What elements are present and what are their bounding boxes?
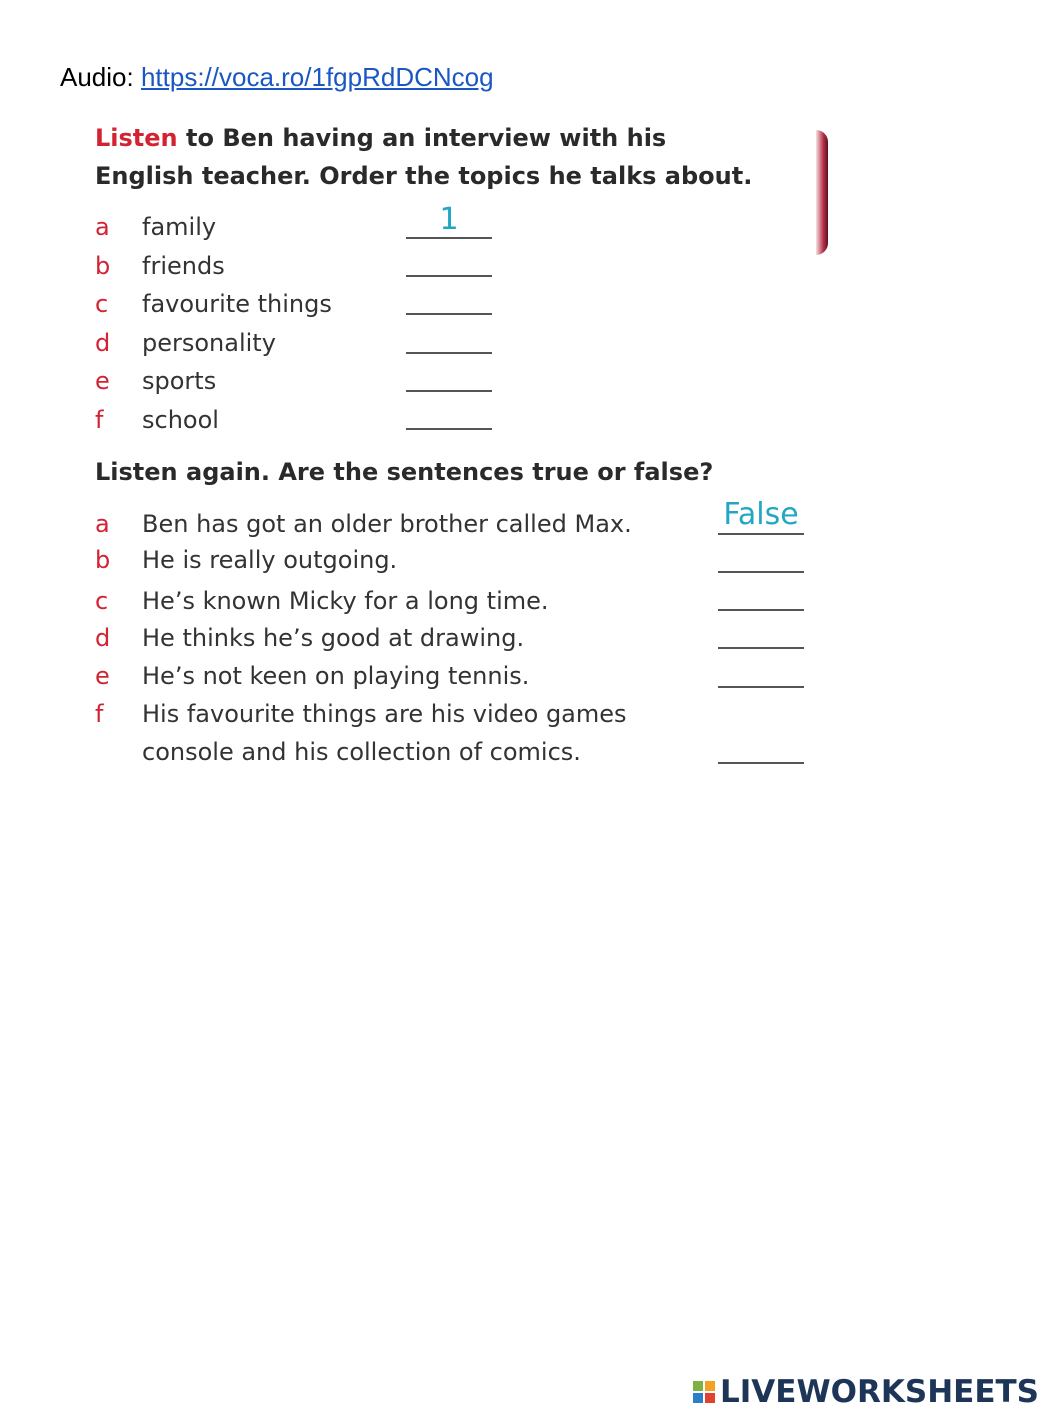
task1-instruction-highlight: Listen	[95, 124, 178, 152]
item-letter: e	[95, 662, 110, 690]
task1-instruction-line2: English teacher. Order the topics he talks about.	[95, 162, 753, 190]
item-text: favourite things	[142, 290, 332, 318]
task1-instruction	[95, 119, 752, 195]
audio-line	[60, 62, 494, 93]
task1-instruction-line1: to Ben having an interview with his	[177, 124, 667, 152]
liveworksheets-logo	[693, 1374, 1039, 1410]
logo-text: LIVEWORKSHEETS	[720, 1374, 1039, 1410]
task2-blank-a[interactable]	[718, 533, 804, 535]
item-letter: f	[95, 406, 104, 434]
task1-blank-a[interactable]	[406, 237, 492, 239]
task1-blank-b[interactable]	[406, 275, 492, 277]
task1-blank-e[interactable]	[406, 390, 492, 392]
item-text: He is really outgoing.	[142, 546, 398, 574]
item-text: sports	[142, 367, 217, 395]
task2-answer-a[interactable]: False	[723, 497, 799, 532]
item-text: personality	[142, 329, 276, 357]
item-text: His favourite things are his video games	[142, 700, 627, 728]
item-text: Ben has got an older brother called Max.	[142, 510, 632, 538]
audio-link[interactable]: https://voca.ro/1fgpRdDCNcog	[140, 62, 494, 92]
item-letter: b	[95, 546, 111, 574]
task1-blank-d[interactable]	[406, 352, 492, 354]
item-letter: a	[95, 510, 110, 538]
task2-blank-c[interactable]	[718, 609, 804, 611]
item-text: He’s known Micky for a long time.	[142, 587, 549, 615]
item-text: He thinks he’s good at drawing.	[142, 624, 525, 652]
item-letter: f	[95, 700, 104, 728]
task2-blank-b[interactable]	[718, 571, 804, 573]
item-letter: d	[95, 624, 111, 652]
item-letter: c	[95, 290, 109, 318]
photo-edge	[816, 130, 828, 255]
item-letter: b	[95, 252, 111, 280]
task2-blank-d[interactable]	[718, 647, 804, 649]
item-letter: e	[95, 367, 110, 395]
item-letter: c	[95, 587, 109, 615]
item-text: He’s not keen on playing tennis.	[142, 662, 530, 690]
item-text: friends	[142, 252, 225, 280]
task2-instruction: Listen again. Are the sentences true or false?	[95, 458, 714, 486]
item-letter: d	[95, 329, 111, 357]
item-letter: a	[95, 213, 110, 241]
audio-label: Audio:	[60, 62, 134, 92]
item-text: family	[142, 213, 217, 241]
task1-blank-f[interactable]	[406, 428, 492, 430]
logo-mark-icon	[693, 1381, 715, 1403]
task1-blank-c[interactable]	[406, 313, 492, 315]
item-text: school	[142, 406, 219, 434]
task2-blank-e[interactable]	[718, 686, 804, 688]
task1-answer-a[interactable]: 1	[439, 202, 459, 237]
item-text-cont: console and his collection of comics.	[142, 738, 581, 766]
task2-blank-f[interactable]	[718, 762, 804, 764]
